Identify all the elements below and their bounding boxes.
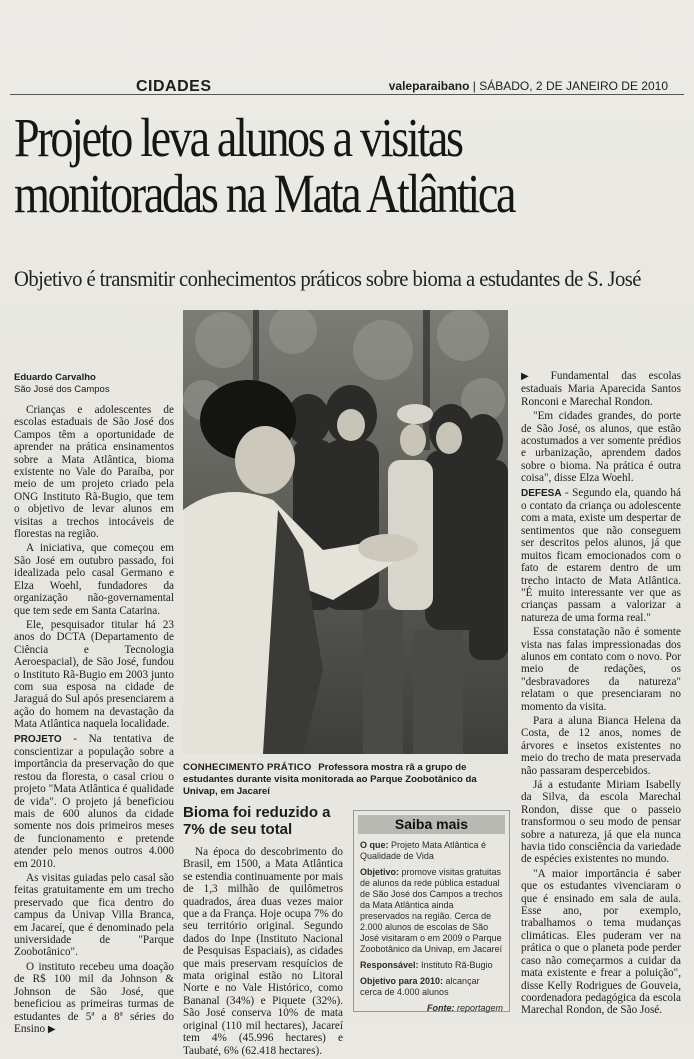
author-name: Eduardo Carvalho (14, 372, 96, 383)
info-label: Objetivo: (360, 867, 400, 877)
info-value: alcançar cerca de 4.000 alunos (360, 976, 480, 997)
section-label: CIDADES (136, 78, 212, 95)
brand-name: valeparaibano (388, 79, 470, 93)
info-value: Instituto Rã-Bugio (418, 960, 493, 970)
paragraph-text: - Segundo ela, quando há o contato da criança ou adolescente com a mata, existe um despertar de sentimentos que não conseguem ser descritos pelos alunos, já que muitos ficam emocionados com o fato de estarem dentro de um trecho intacto de Mata Atlântica. "É muito interessante ver que as crianças passam a valorizar a natureza de uma forma real." (521, 486, 681, 624)
caption-title: CONHECIMENTO PRÁTICO (183, 762, 312, 773)
paragraph: A iniciativa, que começou em São José em outubro passado, foi idealizada pelo casal Germano e Elza Woehl, fundadores da organização não-governamental que tem sede em Santa Catarina. (14, 542, 174, 617)
section-keyword: PROJETO (14, 733, 62, 745)
issue-date: SÁBADO, 2 DE JANEIRO DE 2010 (479, 79, 668, 93)
paragraph: Crianças e adolescentes de escolas estaduais de São José dos Campos têm a oportunidade de aprender na prática ensinamentos sobre a Mata Atlântica, bioma existente no Vale do Paraíba, por meio de um projeto criado pela ONG Instituto Rã-Bugio, que tem o objetivo de levar alunos em visitas a trechos intocáveis de florestas na região. (14, 404, 174, 541)
info-label: Fonte: (426, 1003, 455, 1013)
paragraph (521, 370, 681, 408)
paragraph-text: - Na tentativa de conscientizar a população sobre a importância da preservação do que restou da floresta, o casal criou o projeto "Mata Atlântica é qualidade de vida". O projeto já beneficiou mais de 600 alunos da cidade somente nos dois primeiros meses de funcionamento e pretende atender pelo menos outros 4.000 em 2010. (14, 732, 174, 870)
continue-arrow-icon: ▶ (47, 1023, 56, 1035)
info-objective (360, 867, 503, 955)
header-divider (10, 94, 684, 95)
headline (14, 107, 578, 224)
paragraph-text: O instituto recebeu uma doação de R$ 100 mil da Johnson & Johnson de São José, que beneficiou as primeiras turmas de estudantes de 5ª a 8ª séries do Ensino (14, 960, 174, 1035)
info-responsible (360, 960, 503, 971)
author-location: São José dos Campos (14, 384, 110, 395)
info-value: Projeto Mata Atlântica é Qualidade de Vida (360, 840, 487, 861)
paragraph: Essa constatação não é somente vista nas falas impressionadas dos alunos em contato com o novo. Por meio de redações, os "desbravadores da natureza" relatam o que presenciaram no momento da visita. (521, 626, 681, 713)
section-keyword: DEFESA (521, 487, 562, 499)
info-label: Responsável: (360, 960, 419, 970)
paragraph: As visitas guiadas pelo casal são feitas gratuitamente em um trecho preservado que fica dentro do campus da Univap Villa Branca, em Jacareí, que é denominado pela universidade de "Parque Zoobotânico". (14, 872, 174, 959)
paragraph: Já a estudante Miriam Isabelly da Silva, da escola Marechal Rondon, disse que o passeio transformou o seu modo de pensar sobre a natureza, já que ela nunca havia tido consciência da variedade de espécies existentes no mundo. (521, 779, 681, 866)
paragraph: Para a aluna Bianca Helena da Costa, de 12 anos, nomes de árvores e insetos existentes no meio do trecho de mata preservada não passaram despercebidos. (521, 714, 681, 777)
masthead-separator: | (472, 79, 480, 93)
info-source (360, 1003, 503, 1014)
caption-text: Professora mostra rã a grupo de estudantes durante visita monitorada ao Parque Zoobotânico da Univap, em Jacareí (183, 762, 477, 797)
paragraph (14, 733, 174, 870)
headline-line-1: Projeto leva alunos a visitas (14, 107, 462, 168)
article-column-2 (183, 846, 343, 1059)
subheadline: Objetivo é transmitir conhecimentos práticos sobre bioma a estudantes de S. José (14, 266, 641, 291)
info-box-title: Saiba mais (358, 815, 505, 834)
photo-caption (183, 762, 513, 798)
info-box (353, 810, 510, 1012)
paragraph (521, 487, 681, 624)
paragraph (14, 961, 174, 1036)
masthead (389, 79, 668, 93)
paragraph-text: Fundamental das escolas estaduais Maria Aparecida Santos Ronconi e Marechal Rondon. (521, 370, 681, 408)
paragraph: "A maior importância é saber que os estudantes vivenciaram o que é ensinado em sala de aula. Esse ano, por exemplo, trabalhamos o tema mudanças climáticas. Eles puderam ver na prática o que o planeta pode perder caso não começarmos a cuidar da mata existente e frear a poluição", disse Kelly Rodrigues de Gouveia, coordenadora pedagógica da escola Marechal Rondon, de São José. (521, 867, 681, 1017)
info-objective-2010 (360, 976, 503, 998)
info-value: promove visitas gratuitas de alunos da rede pública estadual de São José dos Campos a trechos da Mata Atlântica ainda preservados na região. Cerca de 2.000 alunos de escolas de São José visitaram o em 2009 o Parque Zoobotânico da Univap, em Jacareí (360, 867, 503, 954)
info-value: reportagem (454, 1003, 503, 1013)
article-column-1 (14, 404, 174, 1038)
sidebar-headline: Bioma foi reduzido a 7% de seu total (183, 804, 331, 838)
article-photo (183, 310, 508, 754)
photo-illustration (183, 310, 508, 754)
info-label: Objetivo para 2010: (360, 976, 444, 986)
paragraph: Na época do descobrimento do Brasil, em 1500, a Mata Atlântica se estendia continuamente por mais de 1,3 milhão de quilômetros quadrados, área duas vezes maior que a da França. Hoje ocupa 7% do seu território original. Segundo dados do Inpe (Instituto Nacional de Pesquisas Espaciais), as cidades que mais preservam resquícios de mata original estão no Litoral Norte e no Vale Histórico, como Bananal (34%) e Piquete (32%). São José conserva 10% de mata original (110 mil hectares), Jacareí tem 4% (45.996 hectares) e Taubaté, 6% (62.418 hectares). (183, 846, 343, 1057)
paragraph: "Em cidades grandes, do porte de São José, os alunos, que estão acostumados a ver somente prédios e urbanização, aprendem dados sobre o bioma. Na prática é outra coisa", disse Elza Woehl. (521, 410, 681, 485)
info-label: O que: (360, 840, 389, 850)
info-what (360, 840, 503, 862)
continue-arrow-icon: ▶ (521, 371, 539, 382)
article-column-3 (521, 370, 681, 1019)
headline-line-2: monitoradas na Mata Atlântica (14, 163, 515, 224)
paragraph: Ele, pesquisador titular há 23 anos do DCTA (Departamento de Ciência e Tecnologia Aeroespacial), de São José, fundou o Instituto Rã-Bugio em 2003 junto com sua esposa na cidade de Jaraguá do Sul após presenciarem a ação do homem na devastação da Mata Atlântica naquela localidade. (14, 618, 174, 731)
byline (14, 372, 110, 396)
